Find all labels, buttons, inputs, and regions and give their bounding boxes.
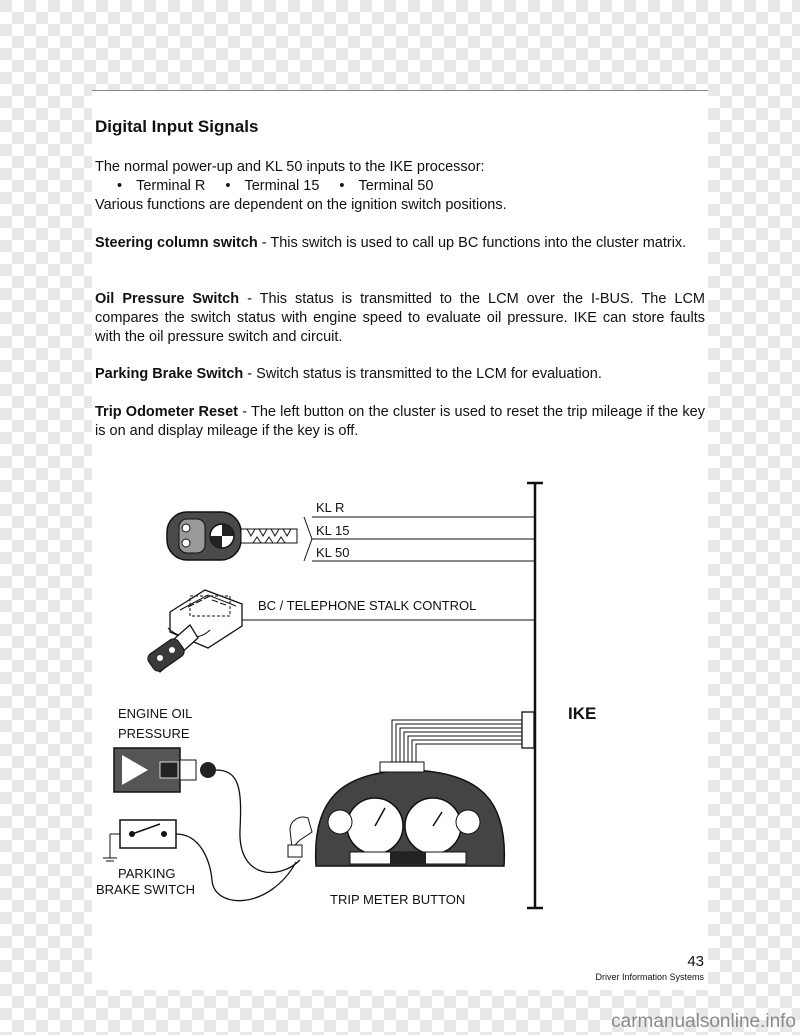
section-text: - This switch is used to call up BC functions into the cluster matrix. (257, 235, 687, 251)
section-title: Trip Odometer Reset (95, 404, 238, 420)
trip-meter-button-label: TRIP METER BUTTON (330, 892, 466, 907)
ike-label: IKE (568, 704, 597, 723)
kl-r-label: KL R (316, 500, 345, 515)
ike-bus-bar (527, 483, 543, 908)
footer-section-title: Driver Information Systems (595, 972, 704, 982)
ike-connector (392, 712, 534, 770)
intro-line-2: Various functions are dependent on the ignition switch positions. (95, 197, 507, 213)
bullet-terminal-50: • Terminal 50 (339, 177, 433, 196)
kl-50-label: KL 50 (316, 545, 350, 560)
bullet-terminal-15: • Terminal 15 (225, 177, 319, 196)
watermark-text: carmanualsonline.info (611, 1011, 796, 1032)
oil-pressure-label-line1: ENGINE OIL (118, 706, 193, 721)
section-title: Oil Pressure Switch (95, 291, 240, 307)
bullet-terminal-r: • Terminal R (117, 177, 205, 196)
section-text: - This status is transmitted to the LCM over the I-BUS. The LCM compares the switch status with engine speed to evaluate oil pressure. IKE can store faults with the oil pressure switch and circuit. (95, 291, 705, 345)
instrument-cluster-icon (288, 762, 504, 866)
steering-stalk-icon (146, 590, 242, 674)
page-number: 43 (687, 953, 704, 970)
section-title: Steering column switch (95, 235, 258, 251)
kl-15-label: KL 15 (316, 523, 350, 538)
oil-pressure-label-line2: PRESSURE (118, 726, 190, 741)
section-text: - The left button on the cluster is used to reset the trip mileage if the key is on and display mileage if the key is off. (95, 404, 705, 439)
page-heading: Digital Input Signals (95, 117, 259, 136)
section-title: Parking Brake Switch (95, 366, 244, 382)
parking-brake-label-line2: BRAKE SWITCH (96, 882, 195, 897)
parking-brake-label-line1: PARKING (118, 866, 176, 881)
ignition-key-icon (167, 512, 297, 560)
stalk-control-label: BC / TELEPHONE STALK CONTROL (258, 598, 477, 613)
intro-line-1: The normal power-up and KL 50 inputs to the IKE processor: (95, 159, 485, 175)
oil-pressure-switch-icon (114, 748, 300, 872)
section-text: - Switch status is transmitted to the LCM for evaluation. (243, 366, 602, 382)
